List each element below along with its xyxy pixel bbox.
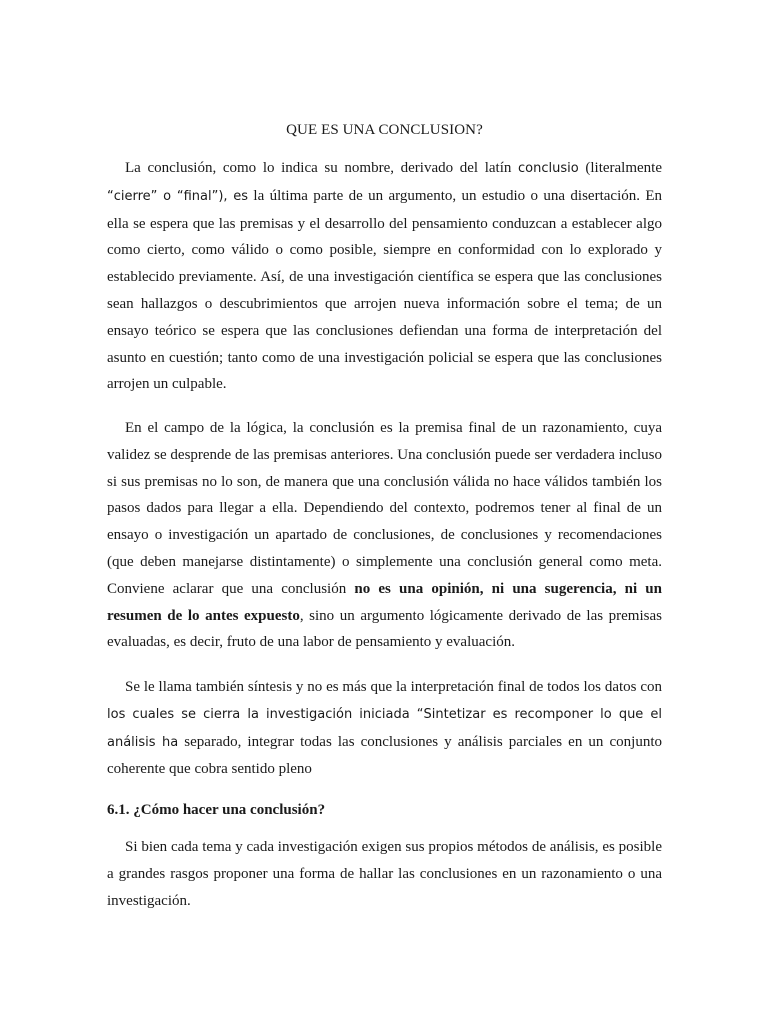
paragraph-text: separado, integrar todas las conclusiones y análisis parciales en un conjunto coherente que cobra sentido pleno <box>107 733 662 778</box>
emphasis-text: no es una opinión, ni una sugerencia, ni un resumen de lo antes expuesto <box>107 580 662 624</box>
paragraph-text: En el campo de la lógica, la conclusión es la premisa final de un razonamiento, cuya validez se desprende de las premisas anteriores. Una conclusión puede ser verdadera incluso si sus premisas no lo son, de manera que una conclusión válida no hace válidos también los pasos dados para llegar a ella. Dependiendo del contexto, podremos tener al final de un ensayo o investigación un apartado de conclusiones, de conclusiones y recomendaciones (que deben manejarse distintamente) o simplemente una conclusión general como meta. Conviene aclarar que una conclusión <box>107 420 662 597</box>
paragraph-text: (literalmente <box>578 160 662 176</box>
quoted-terms: “cierre” o “final”), es <box>107 188 249 204</box>
section-heading: 6.1. ¿Cómo hacer una conclusión? <box>107 802 326 818</box>
document-title: QUE ES UNA CONCLUSION? <box>286 122 483 138</box>
latin-term: conclusio <box>518 161 579 176</box>
paragraph-definition <box>107 155 662 398</box>
paragraph-text: La conclusión, como lo indica su nombre, derivado del latín <box>125 160 519 176</box>
paragraph-text: Se le llama también síntesis y no es más que la interpretación final de todos los datos con <box>125 679 662 695</box>
quoted-definition: los cuales se cierra la investigación iniciada “Sintetizar es recomponer lo que el análisis ha <box>107 706 662 750</box>
paragraph-text: la última parte de un argumento, un estudio o una disertación. En ella se espera que las premisas y el desarrollo del pensamiento conduzcan a establecer algo como cierto, como válido o como posible, siempre en conformidad con lo explorado y establecido previamente. Así, de una investigación científica se espera que las conclusiones sean hallazgos o descubrimientos que arrojen nueva información sobre el tema; de un ensayo teórico se espera que las conclusiones defiendan una forma de interpretación del asunto en cuestión; tanto como de una investigación policial se espera que las conclusiones arrojen un culpable. <box>107 187 663 393</box>
paragraph-logic <box>107 415 662 656</box>
paragraph-text: , sino un argumento lógicamente derivado de las premisas evaluadas, es decir, fruto de una labor de pensamiento y evaluación. <box>107 607 662 651</box>
paragraph-synthesis <box>107 674 662 783</box>
paragraph-method: Si bien cada tema y cada investigación exigen sus propios métodos de análisis, es posible a grandes rasgos proponer una forma de hallar las conclusiones en un razonamiento o una investigación. <box>107 839 662 909</box>
